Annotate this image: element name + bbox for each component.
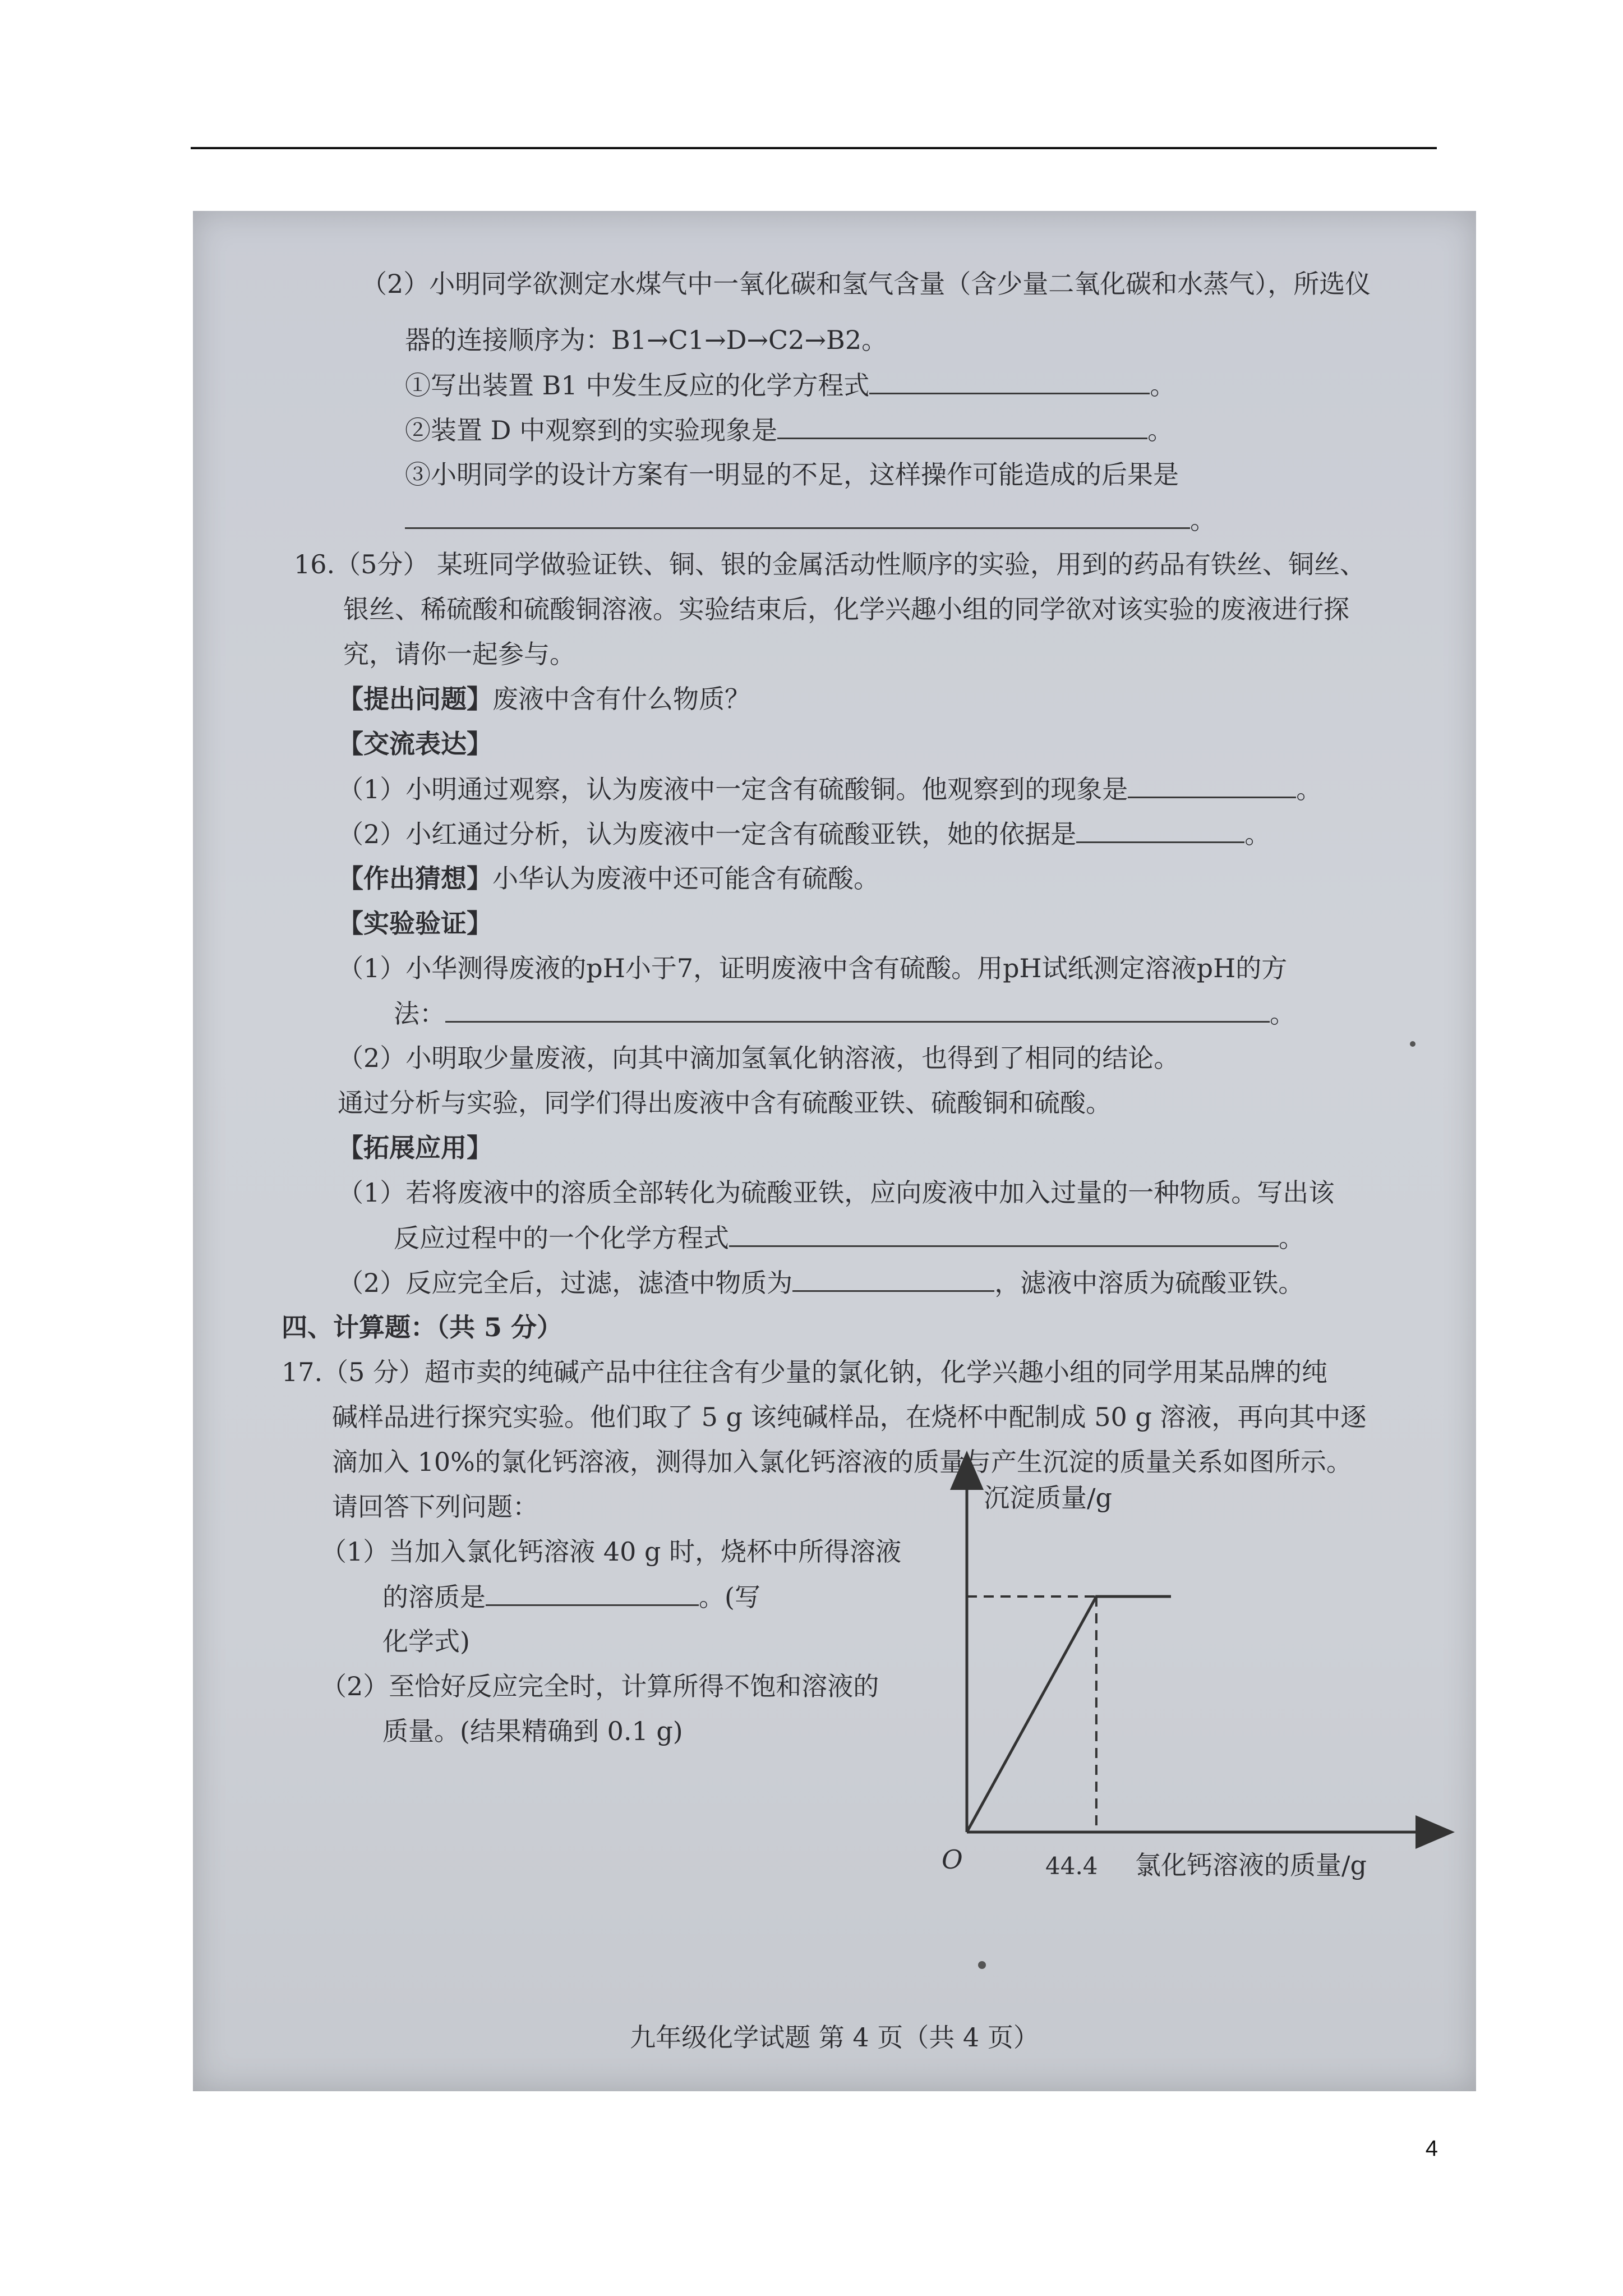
q16-verify-1b: 法： 。 — [394, 996, 1295, 1030]
smudge — [978, 1961, 986, 1969]
q17-sub1-line2: 的溶质是 。(写 — [382, 1580, 760, 1614]
q17-line-1: 17.（5 分）超市卖的纯碱产品中往往含有少量的氯化钠，化学兴趣小组的同学用某品牌的纯 — [282, 1357, 1328, 1387]
q16-verify-label: 【实验验证】 — [338, 908, 492, 938]
q16-exchange-1: （1）小明通过观察，认为废液中一定含有硫酸铜。他观察到的现象是 。 — [338, 772, 1322, 806]
answer-blank[interactable] — [445, 996, 1270, 1023]
origin-label: O — [942, 1844, 963, 1875]
q17-sub1-line3: 化学式) — [382, 1626, 470, 1657]
q15-sub3: ③小明同学的设计方案有一明显的不足，这样操作可能造成的后果是 — [405, 459, 1179, 490]
answer-blank[interactable] — [1076, 817, 1244, 843]
exam-footer: 九年级化学试题 第 4 页（共 4 页） — [630, 2022, 1039, 2053]
q15-sub2: ②装置 D 中观察到的实验现象是 。 — [405, 413, 1173, 447]
answer-blank[interactable] — [1128, 772, 1296, 798]
x-tick-label: 44.4 — [1045, 1852, 1098, 1880]
q16-extend-2: （2）反应完全后，过滤，滤渣中物质为 ，滤液中溶质为硫酸亚铁。 — [338, 1266, 1304, 1300]
answer-blank[interactable] — [405, 503, 1190, 529]
q15-sub3-answer: 。 — [405, 503, 1216, 537]
series-line — [967, 1596, 1171, 1832]
q16-intro-1: 16.（5分） 某班同学做验证铁、铜、银的金属活动性顺序的实验，用到的药品有铁丝、铜丝、 — [294, 549, 1366, 579]
q17-sub2-line1: （2）至恰好反应完全时，计算所得不饱和溶液的 — [321, 1671, 879, 1701]
answer-blank[interactable] — [792, 1266, 994, 1292]
answer-blank[interactable] — [486, 1580, 699, 1606]
page-number: 4 — [1425, 2136, 1438, 2161]
q16-ask: 【提出问题】废液中含有什么物质？ — [338, 684, 750, 714]
answer-blank[interactable] — [777, 413, 1147, 439]
q16-intro-3: 究，请你一起参与。 — [343, 639, 575, 669]
y-axis-label: 沉淀质量/g — [984, 1483, 1112, 1513]
q16-guess: 【作出猜想】小华认为废液中还可能含有硫酸。 — [338, 863, 879, 894]
q17-line-2: 碱样品进行探究实验。他们取了 5 g 该纯碱样品，在烧杯中配制成 50 g 溶液，再向其中逐 — [332, 1402, 1367, 1432]
q15-part2-line1: （2）小明同学欲测定水煤气中一氧化碳和氢气含量（含少量二氧化碳和水蒸气），所选仪 — [361, 269, 1371, 299]
q17-sub1-line1: （1）当加入氯化钙溶液 40 g 时，烧杯中所得溶液 — [321, 1536, 902, 1567]
q16-exchange-2: （2）小红通过分析，认为废液中一定含有硫酸亚铁，她的依据是 。 — [338, 817, 1270, 851]
q15-sub1: ①写出装置 B1 中发生反应的化学方程式 。 — [405, 368, 1175, 402]
q16-extend-label: 【拓展应用】 — [338, 1133, 492, 1163]
answer-blank[interactable] — [869, 368, 1150, 394]
smudge — [1410, 1041, 1415, 1047]
q16-verify-1a: （1）小华测得废液的pH小于7，证明废液中含有硫酸。用pH试纸测定溶液pH的方 — [338, 953, 1288, 983]
q17-line-3: 滴加入 10%的氯化钙溶液，测得加入氯化钙溶液的质量与产生沉淀的质量关系如图所示。 — [332, 1447, 1352, 1477]
q16-intro-2: 银丝、稀硫酸和硫酸铜溶液。实验结束后，化学兴趣小组的同学欲对该实验的废液进行探 — [343, 594, 1349, 624]
q17-sub2-line2: 质量。(结果精确到 0.1 g) — [382, 1716, 683, 1746]
q16-extend-1b: 反应过程中的一个化学方程式 。 — [394, 1221, 1304, 1255]
precipitation-chart — [922, 1451, 1472, 1933]
q16-verify-2: （2）小明取少量废液，向其中滴加氢氧化钠溶液，也得到了相同的结论。 — [338, 1043, 1180, 1073]
header-rule — [191, 147, 1437, 149]
x-axis-label: 氯化钙溶液的质量/g — [1135, 1850, 1367, 1880]
section-4-title: 四、计算题：（共 5 分） — [282, 1312, 563, 1342]
q16-exchange-label: 【交流表达】 — [338, 729, 492, 759]
scanned-exam-page — [193, 211, 1476, 2091]
q15-part2-line2: 器的连接顺序为：B1→C1→D→C2→B2。 — [405, 325, 888, 355]
q16-extend-1a: （1）若将废液中的溶质全部转化为硫酸亚铁，应向废液中加入过量的一种物质。写出该 — [338, 1177, 1335, 1208]
answer-blank[interactable] — [729, 1221, 1279, 1247]
q17-line-4: 请回答下列问题： — [332, 1492, 538, 1522]
q16-conclusion: 通过分析与实验，同学们得出废液中含有硫酸亚铁、硫酸铜和硫酸。 — [338, 1088, 1112, 1118]
